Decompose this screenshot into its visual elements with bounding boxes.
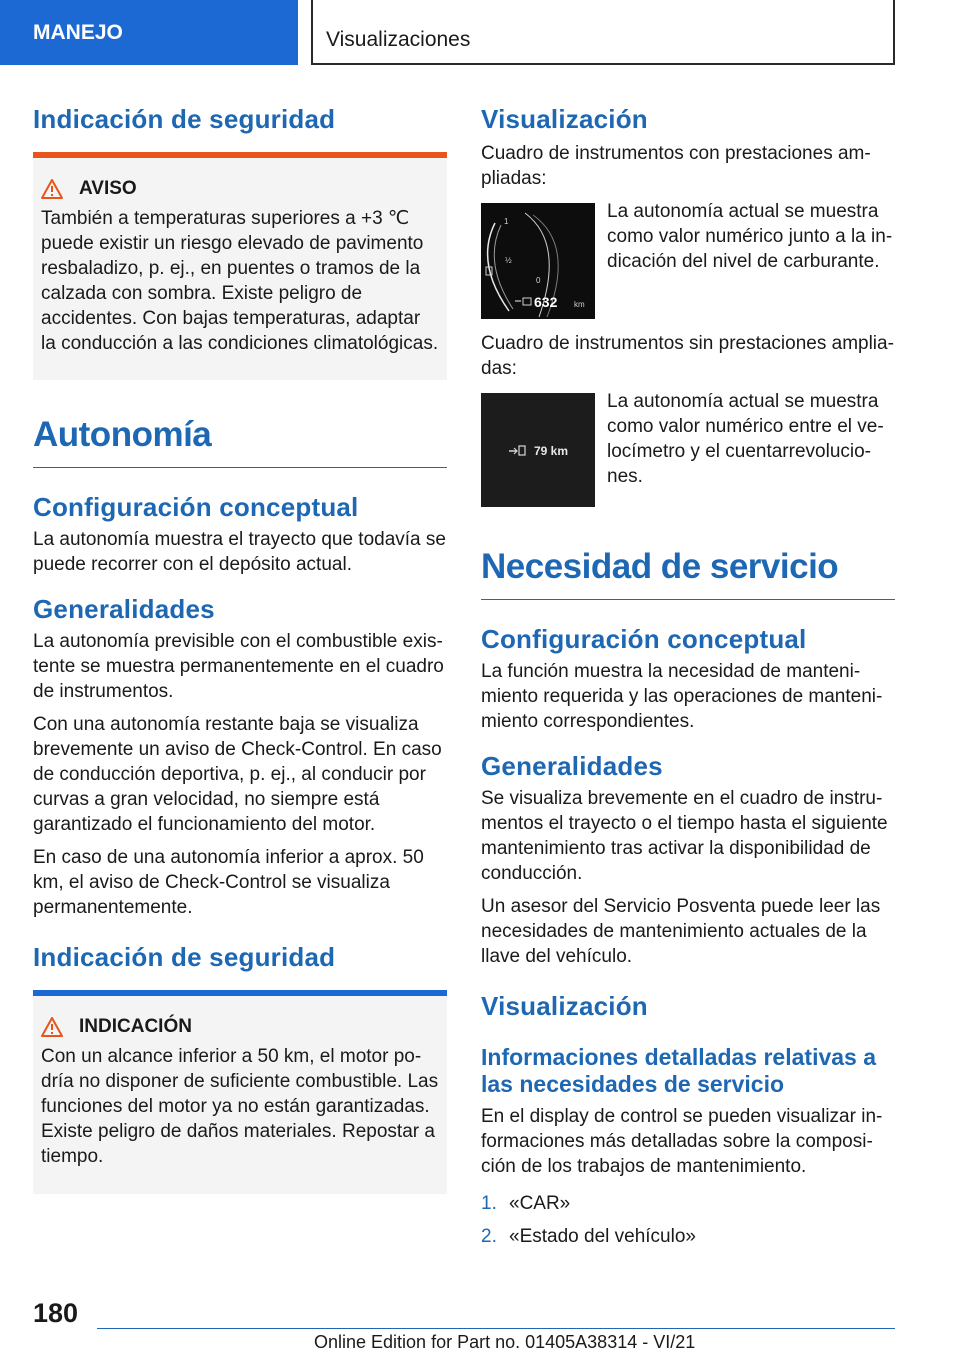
- list-item: [481, 1191, 895, 1216]
- concept-text: La autonomía muestra el trayecto que todavía se puede recorrer con el depósito actual.: [33, 529, 446, 575]
- left-column: [33, 96, 447, 1194]
- gauge-mark-half: ½: [505, 256, 512, 265]
- note-label: INDICACIÓN: [79, 1016, 192, 1037]
- intro-text: Cuadro de instrumentos con prestaciones ampliadas:: [481, 143, 871, 189]
- general-paragraph: La autonomía previsible con el combustible existente se muestra permanentemente en el cuadro de instrumentos.: [33, 631, 444, 702]
- section-rule: [33, 467, 447, 468]
- general-paragraph: Con una autonomía restante baja se visualiza brevemente un aviso de Check-Control. En caso de conducción deportiva, p. ej., al conducir por curvas a gran velocidad, no siempre está garantizado el funcionamiento del motor.: [33, 714, 442, 835]
- note-text: Con un alcance inferior a 50 km, el motor podría no disponer de suficiente combustible. Las funciones del motor ya no están garantizadas. Existe peligro de daños materiales. Repostar a tiempo.: [41, 1046, 439, 1167]
- edition-note: Online Edition for Part no. 01405A38314 - VI/21: [314, 1332, 696, 1352]
- step-text: «CAR»: [509, 1193, 571, 1214]
- range-unit: km: [574, 300, 585, 309]
- warning-box: [33, 152, 447, 380]
- detail-heading: Informaciones detalladas relativas a las necesidades de servicio: [481, 1044, 877, 1097]
- step-text: «Estado del vehículo»: [509, 1226, 696, 1247]
- general-paragraph: En caso de una autonomía inferior a aprox. 50 km, el aviso de Check-Control se visualiza permanentemente.: [33, 847, 424, 918]
- visualizacion-heading: Visualización: [481, 104, 648, 134]
- general-heading: Generalidades: [481, 751, 663, 781]
- section-tab: [0, 0, 298, 65]
- detail-text: En el display de control se pueden visualizar informaciones más detalladas sobre la composición de los trabajos de mantenimiento.: [481, 1106, 883, 1177]
- note-title: [41, 1016, 439, 1038]
- footer-rule: [97, 1328, 895, 1329]
- list-item: [481, 1224, 895, 1249]
- image-caption: La autonomía actual se muestra como valor numérico entre el velocímetro y el cuentarrevoluciones.: [607, 391, 884, 487]
- step-number: 2.: [481, 1226, 497, 1247]
- right-column: [481, 96, 895, 1249]
- section-rule: [481, 599, 895, 600]
- range-readout: 79 km: [534, 444, 569, 458]
- safety-heading-1: Indicación de seguridad: [33, 104, 336, 134]
- intro-text: Cuadro de instrumentos sin prestaciones ampliadas:: [481, 333, 894, 379]
- gauge-mark-empty: 0: [536, 276, 541, 285]
- range-readout-graphic: [481, 393, 595, 507]
- warning-text: También a temperaturas superiores a +3 ℃ puede existir un riesgo elevado de pavimento resbaladizo, p. ej., en puentes o tramos de la calzada con sombra. Existe peligro de accidentes. Con bajas temperaturas, adaptar la conducción a las condiciones climatológicas.: [41, 208, 439, 354]
- fuel-gauge-graphic: [481, 203, 595, 319]
- warning-title: [41, 178, 439, 200]
- general-paragraph: Un asesor del Servicio Posventa puede leer las necesidades de mantenimiento actuales de la llave del vehículo.: [481, 896, 881, 967]
- section-label: MANEJO: [33, 21, 123, 44]
- gauge-mark-full: 1: [504, 217, 509, 226]
- autonomia-heading: Autonomía: [33, 415, 212, 454]
- topic-tab: [311, 0, 895, 65]
- image-row: [481, 393, 895, 507]
- visualizacion-subheading: Visualización: [481, 991, 648, 1021]
- step-number: 1.: [481, 1193, 497, 1214]
- page-number: 180: [33, 1298, 79, 1328]
- concept-heading: Configuración conceptual: [33, 492, 359, 522]
- image-row: [481, 203, 895, 319]
- concept-heading: Configuración conceptual: [481, 624, 807, 654]
- topic-label: Visualizaciones: [326, 28, 471, 51]
- general-paragraph: Se visualiza brevemente en el cuadro de instrumentos el trayecto o el tiempo hasta el siguiente mantenimiento tras activar la disponibilidad de conducción.: [481, 788, 888, 884]
- instrument-cluster-extended-image: [481, 203, 595, 319]
- image-caption: La autonomía actual se muestra como valor numérico junto a la indicación del nivel de carburante.: [607, 201, 893, 272]
- warning-triangle-icon: [41, 1017, 63, 1037]
- warning-triangle-icon: [41, 179, 63, 199]
- general-heading: Generalidades: [33, 594, 215, 624]
- warning-label: AVISO: [79, 178, 137, 199]
- steps-list: [481, 1191, 895, 1249]
- safety-heading-2: Indicación de seguridad: [33, 942, 336, 972]
- concept-text: La función muestra la necesidad de mantenimiento requerida y las operaciones de mantenimiento correspondientes.: [481, 661, 883, 732]
- servicio-heading: Necesidad de servicio: [481, 547, 839, 586]
- range-readout: 632: [534, 294, 558, 310]
- note-box: [33, 990, 447, 1194]
- instrument-cluster-basic-image: [481, 393, 595, 507]
